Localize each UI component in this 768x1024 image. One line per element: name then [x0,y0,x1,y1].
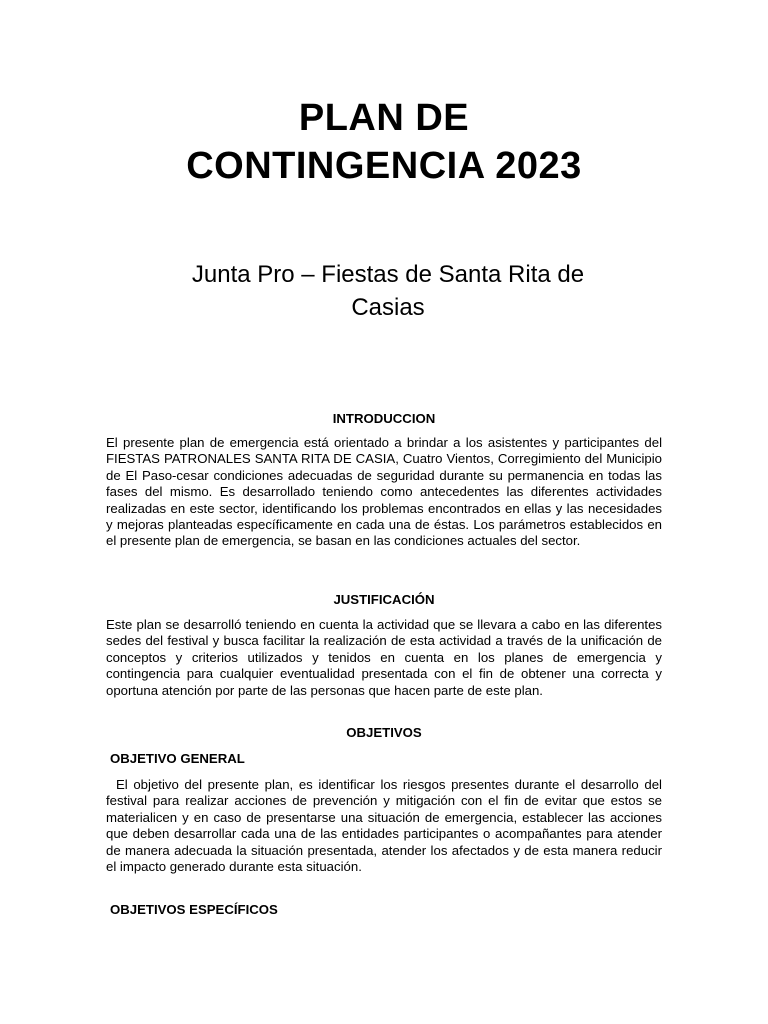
introduccion-paragraph: El presente plan de emergencia está orientado a brindar a los asistentes y participantes del FIESTAS PATRONALES SANTA RITA DE CASIA, Cuatro Vientos, Corregimiento del Municipio de El Paso-cesar condiciones adecuadas de seguridad durante su permanencia en todas las fases del mismo. Es desarrollado teniendo como antecedentes las diferentes actividades realizadas en este sector, identificando los problemas encontrados en ellas y las necesidades y mejoras planteadas específicamente en cada una de éstas. Los parámetros establecidos en el presente plan de emergencia, se basan en las condiciones actuales del sector. [106,435,662,549]
title-line-1: PLAN DE [298,97,470,139]
subtitle-line-1: Junta Pro – Fiestas de Santa Rita de [191,261,585,288]
document-subtitle [104,258,672,324]
introduccion-heading: INTRODUCCION [332,411,436,426]
subtitle-line-2: Casias [351,294,425,321]
title-line-2: CONTINGENCIA 2023 [186,145,582,187]
justificacion-paragraph: Este plan se desarrolló teniendo en cuenta la actividad que se llevara a cabo en las diferentes sedes del festival y busca facilitar la realización de esta actividad a través de la unificación de conceptos y criterios utilizados y tenidos en cuenta en los planes de emergencia y contingencia para cualquier eventualidad presentada con el fin de obtener una correcta y oportuna atención por parte de las personas que hacen parte de este plan. [106,617,662,698]
document-title [0,94,768,190]
objetivos-heading: OBJETIVOS [346,725,422,740]
objetivo-general-paragraph: El objetivo del presente plan, es identificar los riesgos presentes durante el desarrollo del festival para realizar acciones de prevención y mitigación con el fin de evitar que estos se materialicen y en caso de presentarse una situación de emergencia, establecer las acciones que deben desarrollar cada una de las entidades participantes o acompañantes para atender de manera adecuada la situación presentada, atender los afectados y de esta manera reducir el impacto generado durante esta situación. [106,777,662,875]
justificacion-heading: JUSTIFICACIÓN [333,592,435,607]
objetivos-especificos-heading: OBJETIVOS ESPECÍFICOS [110,902,278,917]
objetivo-general-heading: OBJETIVO GENERAL [110,751,245,766]
